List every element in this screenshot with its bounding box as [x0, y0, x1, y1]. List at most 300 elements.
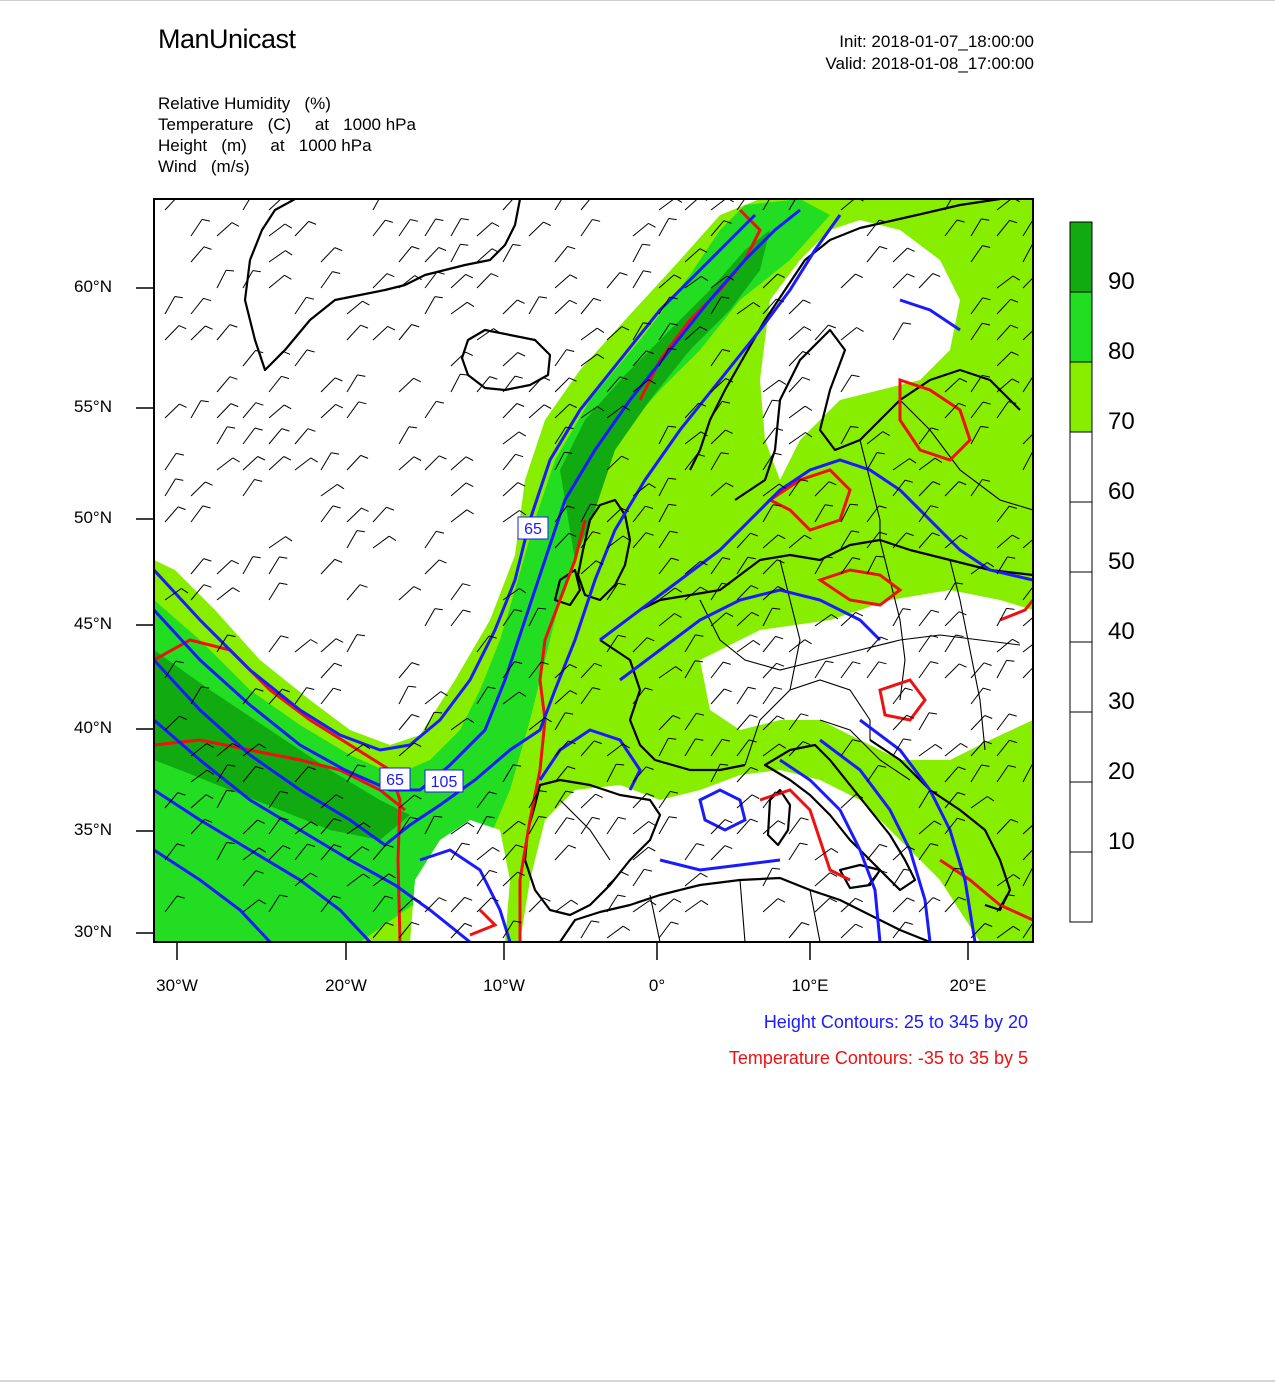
wind-barb-flag: [357, 375, 365, 377]
wind-barb-flag: [204, 559, 212, 562]
wind-barb: [581, 195, 594, 211]
wind-barb-flag: [1034, 375, 1042, 377]
wind-barb-flag: [388, 326, 395, 330]
wind-barb: [217, 588, 233, 600]
wind-barb-flag: [336, 639, 343, 643]
wind-barb: [477, 223, 492, 236]
temperature-contour-note: Temperature Contours: -35 to 35 by 5: [728, 1048, 1028, 1068]
wind-barb-flag: [258, 457, 265, 461]
wind-barb-flag: [230, 377, 238, 380]
contour-label-2: 65: [386, 772, 404, 789]
wind-barb: [269, 351, 283, 366]
colorbar-label-40: 40: [1108, 618, 1135, 645]
wind-barb: [503, 245, 513, 263]
contour-label-1: 65: [524, 521, 542, 538]
wind-barb: [217, 458, 233, 470]
wind-barb: [321, 688, 333, 704]
colorbar-box: [1070, 292, 1092, 362]
wind-barb: [633, 223, 649, 236]
wind-barb: [295, 221, 309, 236]
wind-barb-flag: [566, 350, 574, 352]
wind-barb: [269, 583, 280, 600]
wind-barb-flag: [435, 609, 443, 610]
colorbar-box: [1070, 572, 1092, 642]
wind-barb: [503, 454, 515, 470]
wind-barb-flag: [281, 636, 289, 638]
wind-barb: [321, 404, 336, 418]
wind-barb: [347, 455, 361, 470]
wind-barb-flag: [517, 404, 524, 407]
wind-barb-flag: [306, 297, 314, 299]
wind-barb-flag: [201, 401, 209, 402]
wind-barb: [555, 275, 570, 288]
wind-barb: [321, 663, 334, 678]
wind-barb: [477, 274, 491, 288]
wind-barb-flag: [179, 326, 186, 329]
wind-barb: [399, 220, 410, 237]
colorbar-box: [1070, 362, 1092, 432]
wind-barb-flag: [253, 271, 261, 272]
contour-label-3: 105: [430, 774, 458, 791]
wind-barb: [321, 484, 337, 496]
wind-barb: [503, 404, 517, 419]
wind-barb: [191, 559, 204, 574]
wind-barb: [373, 536, 389, 548]
wind-barb: [347, 508, 361, 522]
wind-barb-flag: [439, 248, 446, 251]
wind-barb: [243, 403, 256, 418]
lon-label-10e: 10°E: [791, 976, 829, 995]
wind-barb-flag: [439, 560, 446, 563]
wind-barb-flag: [203, 506, 211, 508]
wind-barb: [529, 405, 544, 418]
wind-barb-flag: [436, 531, 444, 533]
wind-barb: [243, 428, 255, 444]
wind-barb-flag: [539, 297, 547, 298]
wind-barb-flag: [360, 585, 368, 588]
wind-barb: [451, 457, 466, 470]
wind-barb: [243, 557, 253, 574]
wind-barb-flag: [280, 583, 288, 585]
wind-barb-flag: [461, 219, 469, 220]
wind-barb-flag: [515, 454, 523, 456]
wind-barb: [451, 610, 463, 626]
wind-barb-flag: [256, 403, 264, 406]
wind-barb: [607, 273, 620, 288]
wind-barb-flag: [409, 427, 417, 428]
wind-barb: [191, 506, 203, 522]
wind-barb-flag: [307, 350, 315, 352]
wind-barb-flag: [544, 405, 551, 409]
wind-barb: [399, 587, 414, 600]
wind-barb-flag: [205, 326, 212, 329]
wind-barb-flag: [414, 587, 421, 591]
wind-barb: [243, 480, 254, 497]
wind-barb-flag: [594, 195, 602, 197]
wind-barb: [581, 298, 594, 314]
wind-barb: [295, 640, 311, 653]
wind-barb-flag: [515, 376, 523, 378]
lat-label-30n: 30°N: [74, 922, 112, 941]
lat-label-55n: 55°N: [74, 397, 112, 416]
wind-barb-flag: [361, 508, 368, 511]
wind-barb: [165, 326, 179, 340]
wind-barb-flag: [233, 588, 240, 592]
wind-barb-flag: [543, 377, 550, 380]
wind-barb-flag: [570, 300, 577, 304]
wind-barb-flag: [412, 663, 420, 666]
wind-barb-flag: [286, 537, 293, 542]
wind-barb: [165, 479, 176, 496]
wind-barb-flag: [175, 297, 183, 298]
wind-barb: [191, 219, 202, 236]
wind-barb: [425, 219, 436, 236]
wind-barb: [581, 220, 592, 237]
wind-barb: [269, 376, 281, 392]
colorbar-label-30: 30: [1108, 688, 1135, 715]
wind-barb-flag: [1039, 640, 1046, 644]
wind-barb: [399, 457, 414, 470]
wind-barb-flag: [592, 220, 600, 222]
wind-barb-flag: [179, 195, 186, 198]
wind-barb: [269, 557, 279, 574]
wind-barb: [425, 560, 439, 574]
wind-barb-flag: [643, 271, 651, 272]
wind-barb: [269, 537, 286, 548]
wind-barb-flag: [597, 328, 604, 332]
wind-barb-flag: [749, 194, 757, 196]
wind-barb: [451, 584, 463, 600]
wind-barb-flag: [357, 635, 365, 636]
wind-barb-flag: [254, 480, 262, 482]
wind-barb-flag: [202, 219, 210, 221]
wind-barb-flag: [332, 272, 340, 274]
height-contour-note: Height Contours: 25 to 345 by 20: [763, 1012, 1028, 1032]
wind-barb-flag: [570, 275, 577, 279]
wind-barb-flag: [279, 557, 287, 558]
wind-barb: [295, 429, 308, 444]
wind-barb-flag: [308, 429, 316, 432]
init-time: Init: 2018-01-07_18:00:00: [839, 32, 1034, 51]
wind-barb-flag: [463, 584, 471, 586]
wind-barb-flag: [1035, 584, 1043, 586]
wind-barb: [191, 247, 204, 262]
wind-barb-flag: [253, 557, 261, 558]
colorbar-box: [1070, 782, 1092, 852]
wind-barb-flag: [253, 193, 261, 194]
wind-barb-flag: [516, 195, 524, 198]
wind-barb: [269, 457, 284, 471]
colorbar-label-80: 80: [1108, 338, 1135, 365]
wind-barb: [191, 401, 201, 418]
wind-barb: [373, 507, 386, 522]
wind-barb: [399, 247, 412, 263]
wind-barb: [633, 244, 642, 262]
wind-barb-flag: [362, 301, 369, 305]
wind-barb-flag: [335, 559, 342, 562]
wind-barb: [425, 531, 436, 548]
wind-barb-flag: [337, 484, 344, 488]
wind-barb-flag: [492, 223, 499, 227]
wind-barb-flag: [519, 432, 526, 436]
wind-barb-flag: [518, 483, 525, 487]
lon-label-10w: 10°W: [483, 976, 525, 995]
colorbar-box: [1070, 222, 1092, 292]
wind-barb: [269, 224, 285, 236]
wind-barb-flag: [307, 688, 315, 690]
wind-barb-flag: [331, 453, 339, 454]
lon-label-30w: 30°W: [156, 976, 198, 995]
wind-barb-flag: [387, 274, 394, 277]
wind-barb: [165, 195, 179, 210]
wind-barb-flag: [1037, 274, 1044, 277]
wind-barb: [217, 427, 227, 444]
colorbar-label-60: 60: [1108, 478, 1135, 505]
wind-barb: [373, 193, 383, 211]
wind-barb: [399, 427, 409, 444]
wind-barb: [243, 193, 253, 210]
wind-barb: [503, 353, 518, 367]
wind-barb-flag: [309, 221, 316, 224]
wind-barb-flag: [336, 404, 343, 408]
wind-barb-flag: [1037, 326, 1044, 329]
wind-barb: [529, 297, 539, 314]
wind-barb-flag: [466, 457, 473, 461]
wind-barb: [321, 506, 333, 522]
wind-barb: [269, 429, 282, 444]
colorbar-label-20: 20: [1108, 758, 1135, 785]
wind-barb: [347, 402, 359, 418]
wind-barb: [399, 325, 412, 341]
wind-barb: [217, 404, 231, 418]
wind-barb: [659, 219, 669, 237]
wind-barb: [347, 531, 357, 548]
wind-barb: [503, 195, 516, 210]
wind-barb-flag: [281, 376, 289, 378]
wind-barb: [399, 663, 412, 678]
iceland-coast: [462, 330, 550, 390]
wind-barb-flag: [649, 223, 656, 227]
wind-barb: [451, 244, 460, 262]
wind-barb-flag: [359, 402, 367, 404]
colorbar-label-70: 70: [1108, 408, 1135, 435]
wind-barb-flag: [232, 223, 239, 227]
wind-barb-flag: [227, 427, 235, 428]
wind-barb: [165, 507, 178, 522]
wind-barb-flag: [466, 483, 473, 487]
wind-barb-flag: [389, 536, 396, 540]
wind-barb-flag: [410, 220, 418, 222]
wind-barb-flag: [466, 274, 473, 278]
wind-barb: [503, 511, 519, 523]
wind-barb: [347, 585, 360, 600]
wind-barb: [425, 692, 441, 704]
wind-barb-flag: [205, 482, 212, 485]
wind-barb-flag: [799, 193, 807, 194]
wind-barb-flag: [334, 663, 342, 666]
wind-barb-flag: [436, 401, 444, 403]
colorbar-box: [1070, 712, 1092, 782]
wind-barb: [217, 223, 232, 236]
wind-barb-flag: [204, 585, 212, 588]
wind-barb-flag: [176, 479, 184, 481]
wind-barb-flag: [333, 506, 341, 508]
wind-barb-flag: [460, 244, 468, 245]
lon-label-20w: 20°W: [325, 976, 367, 995]
wind-barb-flag: [203, 298, 211, 300]
wind-barb-flag: [255, 428, 263, 430]
field-temperature: Temperature (C) at 1000 hPa: [158, 115, 416, 134]
wind-barb: [451, 510, 467, 522]
wind-barb-flag: [513, 245, 521, 246]
wind-barb-flag: [1034, 921, 1042, 923]
wind-barb-flag: [335, 378, 342, 381]
wind-barb-flag: [620, 273, 628, 276]
wind-barb: [633, 271, 643, 288]
wind-barb: [425, 456, 439, 470]
wind-barb: [581, 328, 597, 340]
wind-barb: [321, 378, 335, 392]
colorbar-box: [1070, 432, 1092, 502]
wind-barb: [217, 325, 230, 340]
wind-barb-flag: [435, 297, 443, 298]
wind-barb: [191, 482, 205, 496]
wind-barb: [451, 302, 467, 314]
wind-barb-flag: [361, 325, 369, 328]
wind-barb-flag: [518, 353, 525, 357]
wind-barb-flag: [594, 298, 602, 300]
wind-barb: [321, 453, 331, 470]
wind-barb: [347, 325, 361, 340]
wind-barb: [425, 609, 435, 626]
field-height: Height (m) at 1000 hPa: [158, 136, 372, 155]
wind-barb-flag: [568, 246, 576, 248]
wind-barb-flag: [335, 248, 342, 251]
lat-label-35n: 35°N: [74, 820, 112, 839]
wind-barb-flag: [284, 405, 291, 409]
wind-barb: [217, 377, 230, 392]
wind-barb: [269, 275, 285, 288]
wind-barb: [555, 350, 566, 366]
colorbar-box: [1070, 642, 1092, 712]
wind-barb-flag: [490, 377, 498, 380]
wind-barb-flag: [412, 715, 420, 718]
wind-barb-flag: [491, 274, 498, 277]
wind-barb-flag: [385, 220, 393, 222]
wind-barb: [451, 374, 460, 392]
wind-barb-flag: [179, 404, 186, 407]
wind-barb-flag: [1037, 664, 1044, 667]
wind-barb: [555, 193, 566, 210]
wind-barb: [243, 350, 256, 366]
wind-barb-flag: [412, 247, 420, 250]
lat-label-60n: 60°N: [74, 277, 112, 296]
wind-barb: [555, 246, 568, 262]
wind-barb-flag: [467, 302, 474, 306]
wind-barb-flag: [437, 272, 445, 274]
wind-barb-flag: [1038, 613, 1045, 617]
wind-barb-flag: [386, 507, 394, 510]
wind-barb-flag: [311, 640, 318, 644]
wind-barb: [347, 375, 357, 392]
wind-barb-flag: [669, 219, 677, 220]
wind-barb: [321, 639, 336, 652]
wind-barb-flag: [463, 610, 471, 612]
wind-barb: [269, 251, 285, 262]
model-title: ManUnicast: [158, 24, 296, 54]
wind-barb: [503, 300, 517, 314]
wind-barb: [373, 326, 388, 340]
wind-barb: [165, 297, 175, 315]
wind-barb-flag: [1037, 846, 1044, 849]
wind-barb: [399, 378, 414, 392]
wind-barb-flag: [517, 300, 524, 303]
colorbar-box: [1070, 852, 1092, 922]
colorbar-box: [1070, 502, 1092, 572]
wind-barb-flag: [414, 378, 421, 382]
wind-barb: [399, 686, 408, 704]
wind-barb-flag: [412, 325, 420, 327]
wind-barb: [191, 326, 205, 340]
wind-barb-flag: [226, 270, 234, 271]
wind-barb: [321, 272, 332, 288]
wind-barb: [555, 300, 570, 314]
wind-barb-flag: [361, 455, 368, 458]
wind-barb: [503, 432, 519, 444]
wind-barb-flag: [311, 458, 318, 462]
wind-barb: [191, 298, 203, 314]
wind-barb-flag: [566, 193, 574, 195]
wind-barb: [425, 401, 436, 418]
wind-barb-flag: [383, 193, 391, 194]
wind-barb-flag: [408, 686, 416, 687]
wind-barb: [269, 636, 281, 652]
wind-barb: [321, 559, 335, 574]
field-rh: Relative Humidity (%): [158, 94, 331, 113]
wind-barb: [269, 405, 284, 418]
wind-barb-flag: [230, 325, 238, 328]
wind-barb-flag: [233, 458, 240, 462]
wind-barb: [451, 483, 466, 496]
wind-barb-flag: [955, 193, 963, 194]
wind-barb-flag: [204, 247, 212, 250]
wind-barb-flag: [543, 222, 550, 225]
wind-barb-flag: [284, 457, 291, 461]
wind-barb: [529, 222, 543, 236]
field-wind: Wind (m/s): [158, 157, 250, 176]
wind-barb-flag: [285, 275, 292, 279]
wind-barb: [217, 560, 232, 574]
wind-barb-flag: [231, 404, 238, 407]
lon-label-0: 0°: [648, 976, 666, 995]
wind-barb-flag: [1037, 430, 1044, 433]
colorbar-label-50: 50: [1108, 548, 1135, 575]
wind-barb-flag: [773, 193, 781, 194]
wind-barb-flag: [176, 453, 184, 455]
wind-barb: [295, 350, 307, 366]
wind-barb: [373, 220, 385, 236]
lat-label-50n: 50°N: [74, 508, 112, 527]
wind-barb: [399, 715, 412, 731]
wind-barb: [347, 301, 362, 314]
lon-label-20e: 20°E: [949, 976, 987, 995]
colorbar-label-90: 90: [1108, 268, 1135, 295]
wind-barb-flag: [333, 688, 341, 690]
wind-barb: [503, 483, 518, 496]
wind-barb-flag: [178, 507, 186, 510]
valid-time: Valid: 2018-01-08_17:00:00: [825, 54, 1034, 73]
wind-barb-flag: [282, 429, 290, 432]
